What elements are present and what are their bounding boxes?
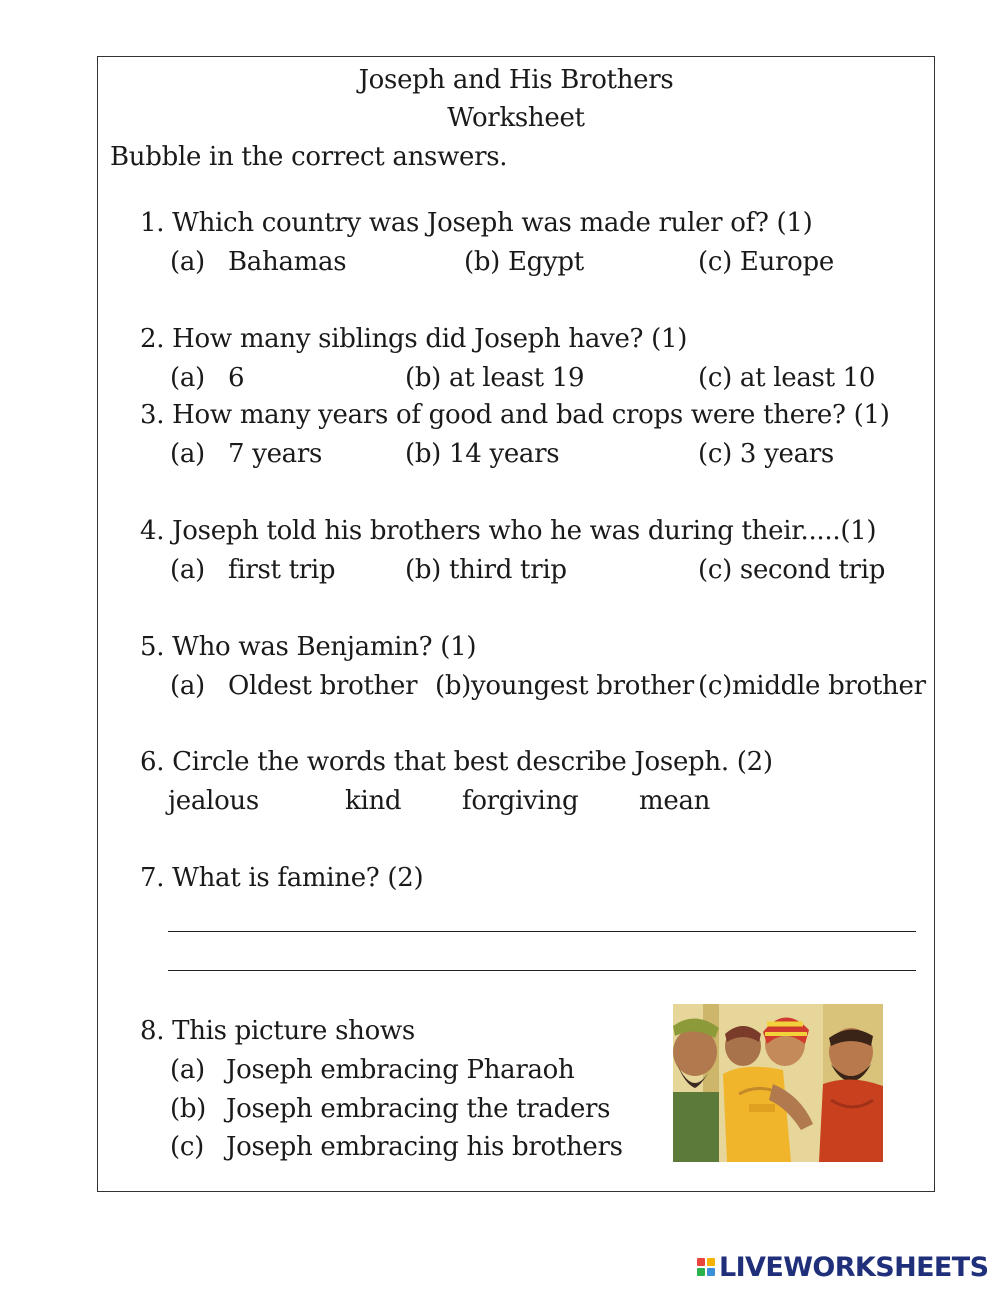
q5-option-a-marker[interactable]: (a): [170, 671, 205, 701]
liveworksheets-logo[interactable]: [697, 1252, 988, 1282]
q1-option-b[interactable]: (b) Egypt: [464, 247, 584, 277]
q5-option-a[interactable]: Oldest brother: [228, 671, 418, 701]
question-6: 6. Circle the words that best describe Joseph. (2): [140, 747, 773, 777]
q6-word-forgiving[interactable]: forgiving: [462, 786, 579, 816]
q1-option-c[interactable]: (c) Europe: [698, 247, 834, 277]
q8-option-c[interactable]: Joseph embracing his brothers: [226, 1132, 623, 1162]
q6-word-jealous[interactable]: jealous: [168, 786, 259, 816]
q8-option-b-marker[interactable]: (b): [170, 1094, 207, 1124]
question-3: 3. How many years of good and bad crops were there? (1): [140, 400, 890, 430]
q2-option-a-marker[interactable]: (a): [170, 363, 205, 393]
q8-option-c-marker[interactable]: (c): [170, 1132, 204, 1162]
answer-line-1[interactable]: [168, 931, 916, 932]
instructions: Bubble in the correct answers.: [110, 142, 508, 172]
answer-line-2[interactable]: [168, 970, 916, 971]
question-7: 7. What is famine? (2): [140, 863, 424, 893]
q5-option-b[interactable]: (b)youngest brother: [435, 671, 694, 701]
question-8: 8. This picture shows: [140, 1016, 415, 1046]
q1-option-a-marker[interactable]: (a): [170, 247, 205, 277]
q8-option-a-marker[interactable]: (a): [170, 1055, 205, 1085]
q3-option-c[interactable]: (c) 3 years: [698, 439, 834, 469]
question-4: 4. Joseph told his brothers who he was during their.....(1): [140, 516, 877, 546]
q6-word-kind[interactable]: kind: [345, 786, 402, 816]
q3-option-a-marker[interactable]: (a): [170, 439, 205, 469]
logo-tiles-icon: [697, 1258, 715, 1276]
q4-option-a-marker[interactable]: (a): [170, 555, 205, 585]
q2-option-a[interactable]: 6: [228, 363, 245, 393]
question-2: 2. How many siblings did Joseph have? (1): [140, 324, 688, 354]
q6-word-mean[interactable]: mean: [639, 786, 711, 816]
q1-option-a[interactable]: Bahamas: [228, 247, 347, 277]
worksheet-title: Joseph and His Brothers: [358, 65, 674, 95]
worksheet-frame: [97, 56, 935, 1192]
q2-option-c[interactable]: (c) at least 10: [698, 363, 876, 393]
q3-option-b[interactable]: (b) 14 years: [405, 439, 560, 469]
q8-option-b[interactable]: Joseph embracing the traders: [226, 1094, 611, 1124]
q5-option-c[interactable]: (c)middle brother: [698, 671, 926, 701]
q2-option-b[interactable]: (b) at least 19: [405, 363, 585, 393]
q4-option-a[interactable]: first trip: [228, 555, 336, 585]
logo-text: LIVEWORKSHEETS: [719, 1251, 989, 1283]
q4-option-b[interactable]: (b) third trip: [405, 555, 567, 585]
question-1: 1. Which country was Joseph was made ruler of? (1): [140, 208, 813, 238]
q3-option-a[interactable]: 7 years: [228, 439, 323, 469]
joseph-embracing-brothers-illustration: [673, 1004, 883, 1162]
worksheet-subtitle: Worksheet: [447, 103, 585, 133]
question-5: 5. Who was Benjamin? (1): [140, 632, 477, 662]
q8-option-a[interactable]: Joseph embracing Pharaoh: [226, 1055, 575, 1085]
q4-option-c[interactable]: (c) second trip: [698, 555, 886, 585]
